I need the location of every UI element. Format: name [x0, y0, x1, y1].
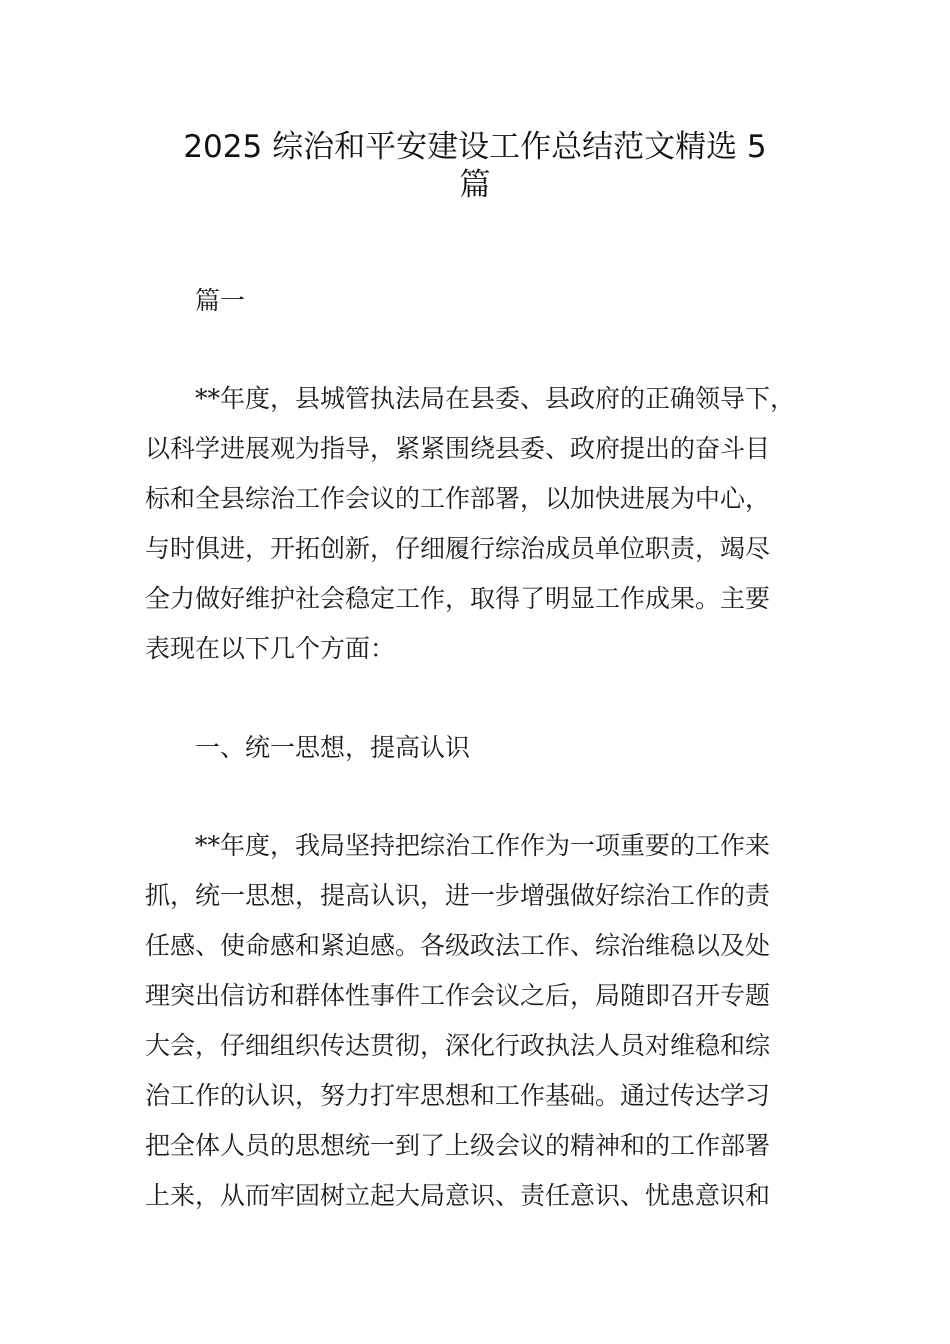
paragraph-line: **年度，县城管执法局在县委、县政府的正确领导下， [195, 384, 796, 413]
paragraph-line: 大会，仔细组织传达贯彻，深化行政执法人员对维稳和综 [145, 1031, 771, 1060]
paragraph-line: 把全体人员的思想统一到了上级会议的精神和的工作部署 [145, 1131, 771, 1160]
document-title [100, 128, 850, 204]
paragraph-line: 与时俱进，开拓创新，仔细履行综治成员单位职责，竭尽 [145, 534, 771, 563]
section-label: 篇一 [195, 286, 246, 315]
paragraph-line: 以科学进展观为指导，紧紧围绕县委、政府提出的奋斗目 [145, 434, 771, 463]
paragraph-line: 理突出信访和群体性事件工作会议之后，局随即召开专题 [145, 981, 771, 1010]
section-heading: 一、统一思想，提高认识 [195, 733, 471, 762]
paragraph-line: 任感、使命感和紧迫感。各级政法工作、综治维稳以及处 [145, 931, 771, 960]
title-line-2: 篇 [459, 167, 491, 203]
paragraph-line: 上来，从而牢固树立起大局意识、责任意识、忧患意识和 [145, 1181, 771, 1210]
paragraph-line: 表现在以下几个方面： [145, 634, 396, 663]
paragraph-line: 治工作的认识，努力打牢思想和工作基础。通过传达学习 [145, 1081, 771, 1110]
paragraph-line: **年度，我局坚持把综治工作作为一项重要的工作来 [195, 831, 771, 860]
paragraph-line: 抓，统一思想，提高认识，进一步增强做好综治工作的责 [145, 881, 771, 910]
title-line-1: 2025 综治和平安建设工作总结范文精选 5 [183, 129, 767, 165]
paragraph-line: 标和全县综治工作会议的工作部署，以加快进展为中心， [145, 484, 771, 513]
paragraph-line: 全力做好维护社会稳定工作，取得了明显工作成果。主要 [145, 584, 771, 613]
